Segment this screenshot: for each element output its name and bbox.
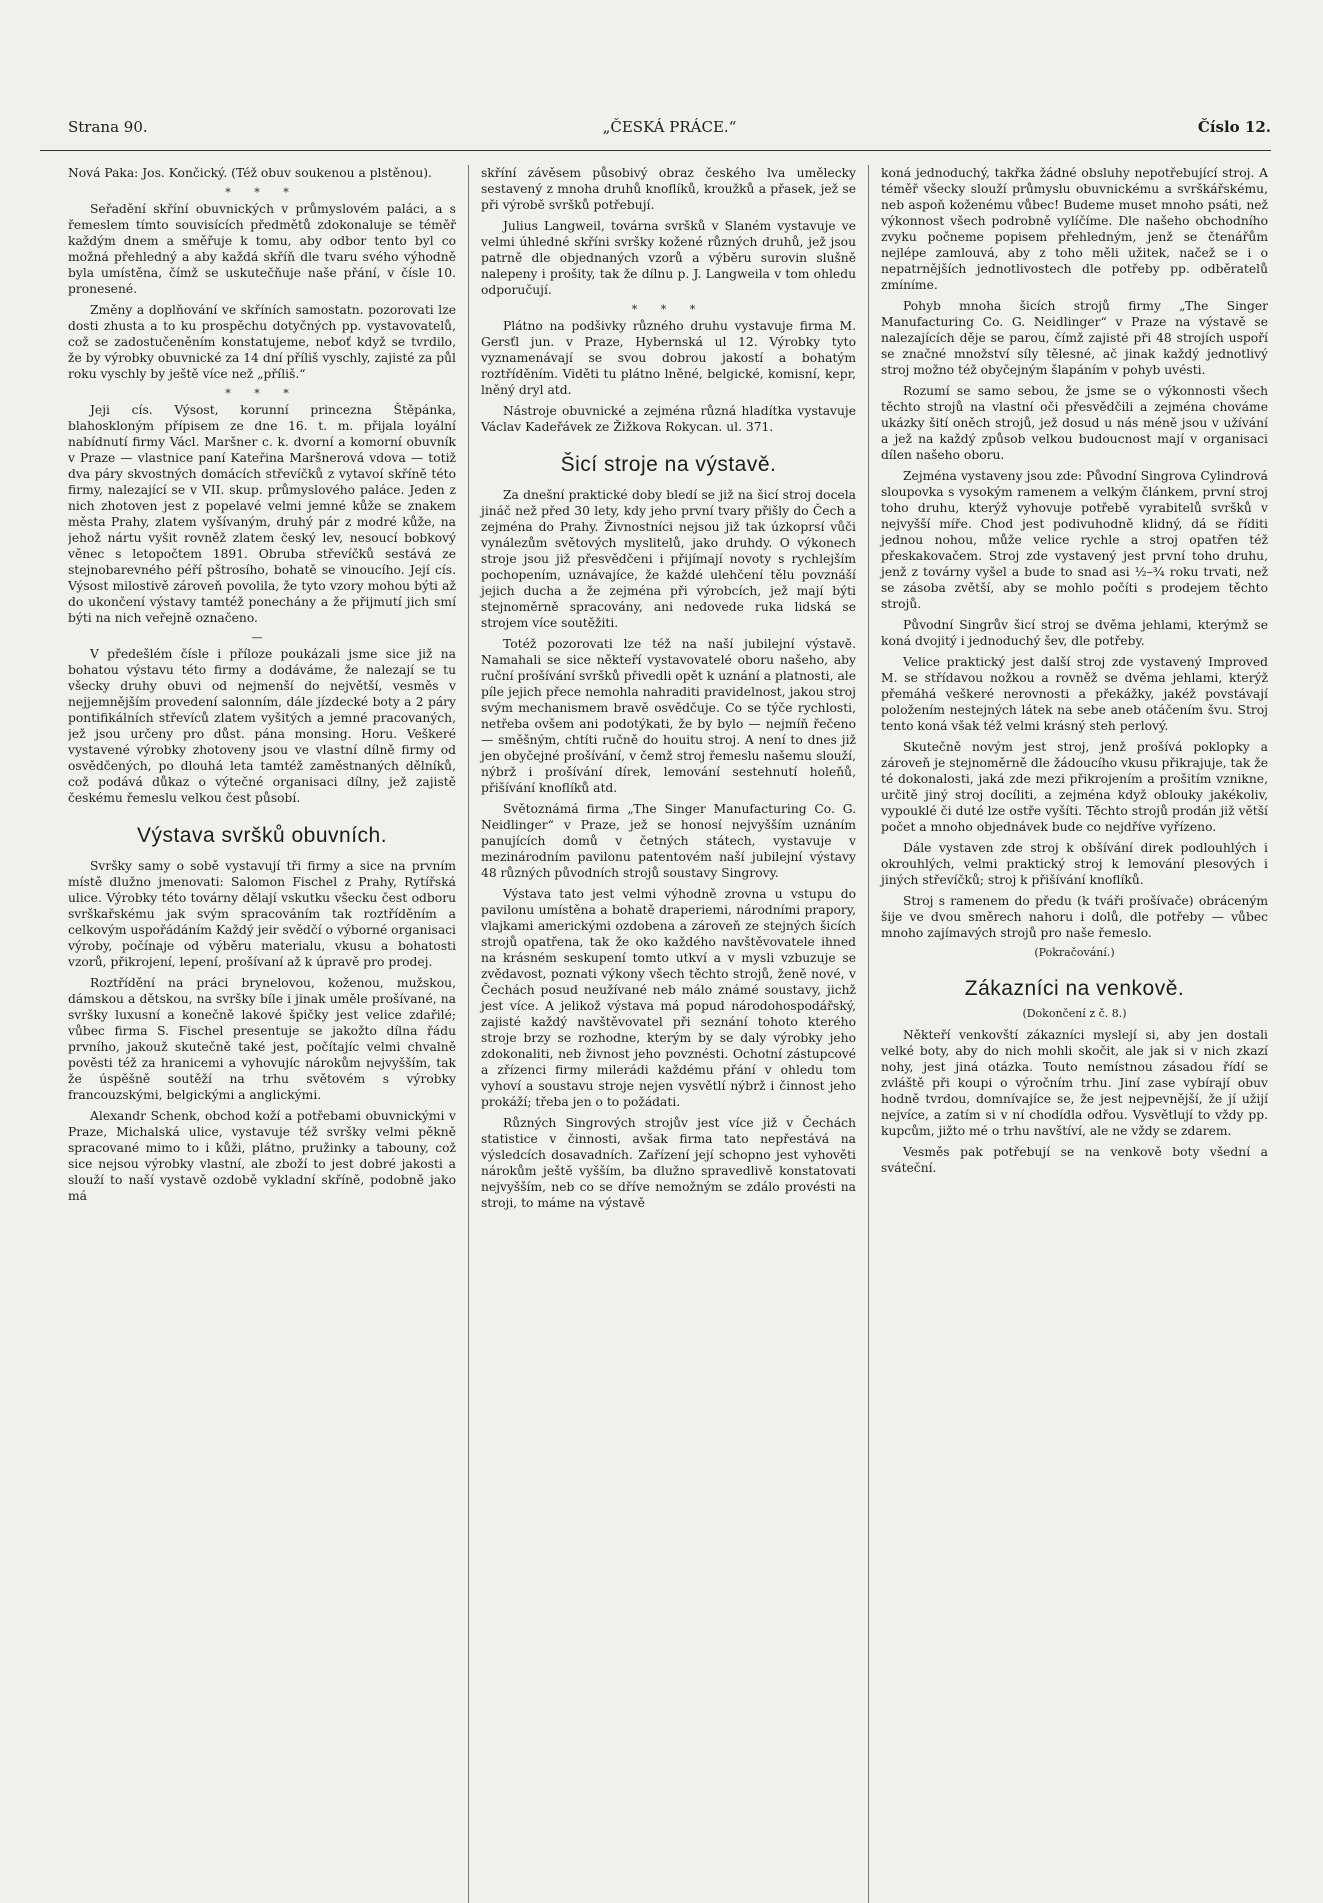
paragraph: Svršky samy o sobě vystavují tři firmy a sice na prvním místě dlužno jmenovati: Salomon Fischel z Prahy, Rytířská ulice. Výrobky této továrny dělají vskutku všecku čest odboru svrškařskému jak svým spracováním tak roztříděním a celkovým uspořádáním Každý jeir svědčí o výborné organisaci výroby, počínaje od výběru materialu, vkusu a bohatosti vzorů, přikrojení, lepení, prošívaní až k úpravě pro prodej. (68, 859, 456, 969)
paragraph: Skutečně novým jest stroj, jenž prošívá poklopky a zároveň je stejnoměrně dle žádoucího vkusu přikrajuje, tak že té dokonalosti, jaká zde mezi přikrojením a prošitím vznikne, určitě jiný stroj docíliti, a zejména když oblouky jakékoliv, vypouklé či duté lze ostře vyšíti. Těchto strojů prodán již větší počet a mnoho objednávek bude co nejdříve vyřízeno. (881, 740, 1268, 834)
paragraph: Roztřídění na práci brynelovou, koženou, mužskou, dámskou a dětskou, na svršky bíle i jinak uměle prošívané, na svršky luxusní a konečně lakové špičky jest velice zdařilé; vůbec firma S. Fischel presentuje se jakožto dílna řádu prvního, jakouž skutečně také jest, počítajíc velmi chvalně pověsti též za hranicemi a vyhovujíc nárokům nejvyšším, tak že úspěšně soutěží na trhu světovém s výrobky francouzskými, belgickými a anglickými. (68, 976, 456, 1102)
paragraph: Zejména vystaveny jsou zde: Původní Singrova Cylindrová sloupovka s vysokým ramenem a velkým článkem, první stroj toho druhu, kterýž vyhovuje potřebě vyrabitelů svršků v nejvyšší míře. Chod jest podivuhodně klidný, dá se říditi jednou nohou, může velice rychle a stroj opatřen též přeskakovačem. Stroj zde vystavený jest první toho druhu, jenž z továrny vyšel a bude to snad asi ½–¾ roku trvati, než se zásoba zvětší, aby se mohlo počíti s prodejem těchto strojů. (881, 469, 1268, 611)
paragraph: Nová Paka: Jos. Končický. (Též obuv soukenou a plstěnou). (68, 166, 432, 180)
section-separator: * * * (225, 186, 299, 199)
paragraph: Seřadění skříní obuvnických v průmyslovém paláci, a s řemeslem tímto souvisících předmětů zdokonaluje se téměř každým dnem a směřuje k tomu, aby odbor tento byl co možná přehledný a aby každá skříň dle tvaru svého výhodně byla umístěna, čímž se uskutečňuje naše přání, v čísle 10. pronesené. (68, 202, 456, 296)
paragraph: Stroj s ramenem do předu (k tváři prošívače) obráceným šije ve dvou směrech nahoru i dolů, dle potřeby — vůbec mnoho zajímavých strojů pro naše řemeslo. (881, 894, 1268, 940)
paragraph: Vesměs pak potřebují se na venkově boty všední a sváteční. (881, 1145, 1268, 1175)
columns (68, 165, 1271, 1903)
paragraph: Výstava tato jest velmi výhodně zrovna u vstupu do pavilonu umístěna a bohatě draperiemi, národními prapory, vlajkami americkými ozdobena a zároveň ze stejných šicích strojů opatřena, tak že oko každého navštěvovatele ihned na krásném seskupení tomto utkví a v mysli vzbuzuje se zvědavost, poznati výkony všech těchto strojů, ženě nové, v Čechách posud neužívané neb málo známé soustavy, jichž jest více. A jelikož výstava má popud národohospodářský, zajisté každý navštěvovatel při seznání tohoto kterého stroje brzy se rozhodne, kterým by se daly výrobky jeho zdokonaliti, neb živnost jeho povznésti. Ochotní zástupcové a zřízenci firmy milerádi každému přání v ohledu tom vyhoví a soustavu stroje nejen vysvětlí nýbrž i činnost jeho prokáží; třeba jen o to požádati. (481, 887, 856, 1109)
article-title-stroje: Šicí stroje na výstavě. (560, 453, 777, 476)
paragraph: Totéž pozorovati lze též na naší jubilejní výstavě. Namahali se sice někteří vystavovatelé oboru našeho, aby ruční prošívání svršků přivedli opět k uznání a platnosti, ale píle jejich přece nemohla nahraditi pravidelnost, jakou stroj svým mechanismem bravě osvědčuje. Co se týče rychlosti, netřeba ovšem ani podotýkati, že by bylo — nejmíň řečeno — směšným, chtíti ručně do houitu stroj. A není to dnes již jen obyčejné prošívání, v čemž stroj řemeslu našemu slouží, nýbrž i prošívání dírek, lemování sestehnutí holeňů, přišívání knoflíků atd. (481, 637, 856, 795)
paragraph: Za dnešní praktické doby bledí se již na šicí stroj docela jináč než před 30 lety, kdy jeho první tvary přišly do Čech a zejména do Prahy. Živnostníci nejsou již tak úzkoprsí vůči vynálezům světových myslitelů, jako druhdy. O výkonech stroje jsou již přesvědčeni i přijímají novoty s rychlejším pochopením, uznávajíce, že každé ulehčení tělu povznáší jejich ducha a že zejména při výrobcích, jež mají býti stejnoměrně spracovány, ani nedovede ruka lidská se strojem více soutěžiti. (481, 488, 856, 630)
article-title-zakaznici: Zákazníci na venkově. (964, 977, 1185, 1000)
paragraph: Různých Singrových strojův jest více již v Čechách statistice v činnosti, avšak firma tato nepřestává na výsledcích dosavadních. Zařízení její schopno jest vyhověti nárokům ještě vyšším, ba dlužno spravedlivě konstatovati nejvyšším, neb co se dříve nemožným se zdálo provésti na stroji, to máme na výstavě (481, 1116, 856, 1210)
paragraph: Alexandr Schenk, obchod koží a potřebami obuvnickými v Praze, Michalská ulice, vystavuje též svršky velmi pěkně spracované mimo to i kůži, plátno, pružinky a tabouny, což sice nejsou výrobky vlastní, ale zboží to jest dobré jakosti a slouží to naší vystavě ozdobě vykladní skříně, podobně jako má (68, 1109, 456, 1203)
issue-number: Číslo 12. (1197, 118, 1271, 136)
paragraph: Jeji cís. Výsost, korunní princezna Štěpánka, blahoskloným přípisem ze dne 16. t. m. přijala loyální nabídnutí firmy Václ. Maršner c. k. dvorní a komorní obuvník v Praze — vlastnice paní Kateřina Maršnerová vdova — totiž dva páry skvostných domácích střevíčků z vytavoí skříně této firmy, nalezající se v VII. skup. průmyslového paláce. Jeden z nich zhotoven jest z popelavé velmi jemné kůže se znakem města Prahy, zlatem vyšívaným, druhý pár z modré kůže, na jehož nártu vyšit rovněž zlatem český lev, nesoucí bobkový věnec s letopočtem 1891. Obruba střevíčků sestává ze stejnobarevného péří pštrosího, bohatě se vinoucího. Její cís. Výsost milostivě zároveň povolila, že tyto vzory mohou býti až do ukončení výstavy tamtéž ponechány a že přijmutí jich smí býti na nich veřejně označeno. (68, 403, 456, 625)
paragraph: Pohyb mnoha šicích strojů firmy „The Singer Manufacturing Co. G. Neidlinger“ v Praze na výstavě se nalezajících děje se parou, čímž zajisté při 48 strojích uspoří se značné množství síly tělesné, ač jinak každý jednotlivý stroj možno též obyčejným šlapáním v pohyb uvésti. (881, 299, 1268, 377)
paragraph: koná jednoduchý, takřka žádné obsluhy nepotřebující stroj. A téměř všecky slouží průmyslu obuvnickému a svrškářskému, neb aspoň koženému vůbec! Budeme muset mnoho psáti, než výkonnost všech podrobně vylíčíme. Dle našeho obchodního zvyku počneme popisem přehledným, jenž se čtenářům nejlépe zamlouvá, aby z toho měli užitek, načež se i o nepatrnějších jednotlivostech dle potřeby pp. odběratelů zmíníme. (881, 166, 1268, 292)
paragraph: Někteří venkovští zákazníci myslejí si, aby jen dostali velké boty, aby do nich mohli skočit, ale jak si v nich zkazí nohy, jest jiná otázka. Touto nemístnou zásadou řídí se zvláště při koupi o výročním trhu. Jiní zase vybírají obuv hodně tvrdou, domnívajíce se, že jest nejpevnější, že jí užijí nejvíce, a zatím si v ní chodídla odřou. Vysvětlují to vždy pp. kupcům, jižto mé o trhu navštíví, ale ne vždy se zdarem. (881, 1028, 1268, 1138)
paragraph: Původní Singrův šicí stroj se dvěma jehlami, kterýmž se koná dvojitý i jednoduchý šev, dle potřeby. (881, 618, 1268, 648)
column-2 (468, 165, 868, 1903)
page-header (68, 118, 1271, 148)
paragraph: Nástroje obuvnické a zejména různá hladítka vystavuje Václav Kadeřávek ze Žižkova Rokycan. ul. 371. (481, 404, 856, 434)
section-separator: * * * (631, 303, 706, 316)
paragraph: Změny a doplňování ve skříních samostatn. pozorovati lze dosti zhusta a to ku prospěchu dotyčných pp. vystavovatelů, což se zadostučeněním konstatujeme, neboť když se tvrdilo, že by výrobky obuvnické za 14 dní příliš vyschly, zajisté za půl roku vyschly by ještě více než „příliš.“ (68, 303, 456, 381)
paragraph: skříní závěsem působivý obraz českého lva umělecky sestavený z mnoha druhů knoflíků, kroužků a přasek, jež se při výrobě svršků potřebují. (481, 166, 856, 212)
paragraph: Velice praktický jest další stroj zde vystavený Improved M. se střídavou nožkou a rovněž se dvěma jehlami, kterýž přemáhá veškeré nerovnosti a překážky, jakéž povstávají položením nestejných látek na sebe aneb otáčením švu. Stroj tento koná však též velmi krásný steh perlový. (881, 655, 1268, 733)
article-subtitle: (Dokončení z č. 8.) (1022, 1007, 1127, 1020)
paragraph: Plátno na podšivky různého druhu vystavuje firma M. Gersťl jun. v Praze, Hybernská ul 12. Výrobky tyto vyznamenávají se svou dobrou jakostí a bohatým roztříděním. Viděti tu plátno lněné, belgické, komisní, kepr, lněný dryl atd. (481, 319, 856, 397)
header-rule (40, 150, 1271, 151)
section-separator: * * * (225, 387, 299, 400)
column-1 (68, 165, 468, 1903)
paragraph: Julius Langweil, továrna svršků v Slaném vystavuje ve velmi úhledné skříni svršky kožené různých druhů, jež jsou patrně dle objednaných vzorů a výběru surovin slušně nalepeny i prošity, tak že dílnu p. J. Langweila v tom ohledu odporučují. (481, 219, 856, 297)
paragraph: Rozumí se samo sebou, že jsme se o výkonnosti všech těchto strojů na vlastní oči přesvědčili a zejména chováme ukázky šití oněch strojů, jež dosud u nás méně jsou v užívání a jež na každý způsob velkou budoucnost mají v organisaci dílen našeho oboru. (881, 384, 1268, 462)
masthead-title: „ČESKÁ PRÁCE.“ (602, 118, 737, 136)
column-3 (868, 165, 1268, 1903)
paragraph: V předešlém čísle i příloze poukázali jsme sice již na bohatou výstavu této firmy a dodáváme, že nalezají se tu všecky druhy obuvi od nejmenší do největší, vesměs v nejjemnějším provedení salonním, dále jízdecké boty a 2 páry pontifikálních střevíců zlatem vyšitých a jemné pracovaných, jež jsou určeny pro důst. pána monsing. Horu. Veškeré vystavené výrobky zhotoveny jsou ve vlastní dílně firmy od osvědčených, po dlouhá leta tamtéž zaměstnaných dělníků, což podává důkaz o výtečné organisaci dílny, jež zajistě českému řemeslu velkou čest působí. (68, 647, 456, 805)
article-title-vystava: Výstava svršků obuvních. (136, 824, 388, 847)
paragraph: Dále vystaven zde stroj k obšívání direk podlouhlých i okrouhlých, velmi praktický stroj k lemování plesových i jiných střevíčků; stroj k přišívání knoflíků. (881, 841, 1268, 887)
paragraph: Světoznámá firma „The Singer Manufacturing Co. G. Neidlinger“ v Praze, jež se honosí nejvyšším uznáním panujících domů v četných státech, vystavuje v mezinárodním pavilonu patentovém naší jubilejní výstavy 48 různých původních strojů soustavy Singrovy. (481, 802, 856, 880)
dash-separator: — (251, 631, 273, 644)
continuation-note: (Pokračování.) (1034, 946, 1115, 959)
page-number: Strana 90. (68, 118, 148, 136)
